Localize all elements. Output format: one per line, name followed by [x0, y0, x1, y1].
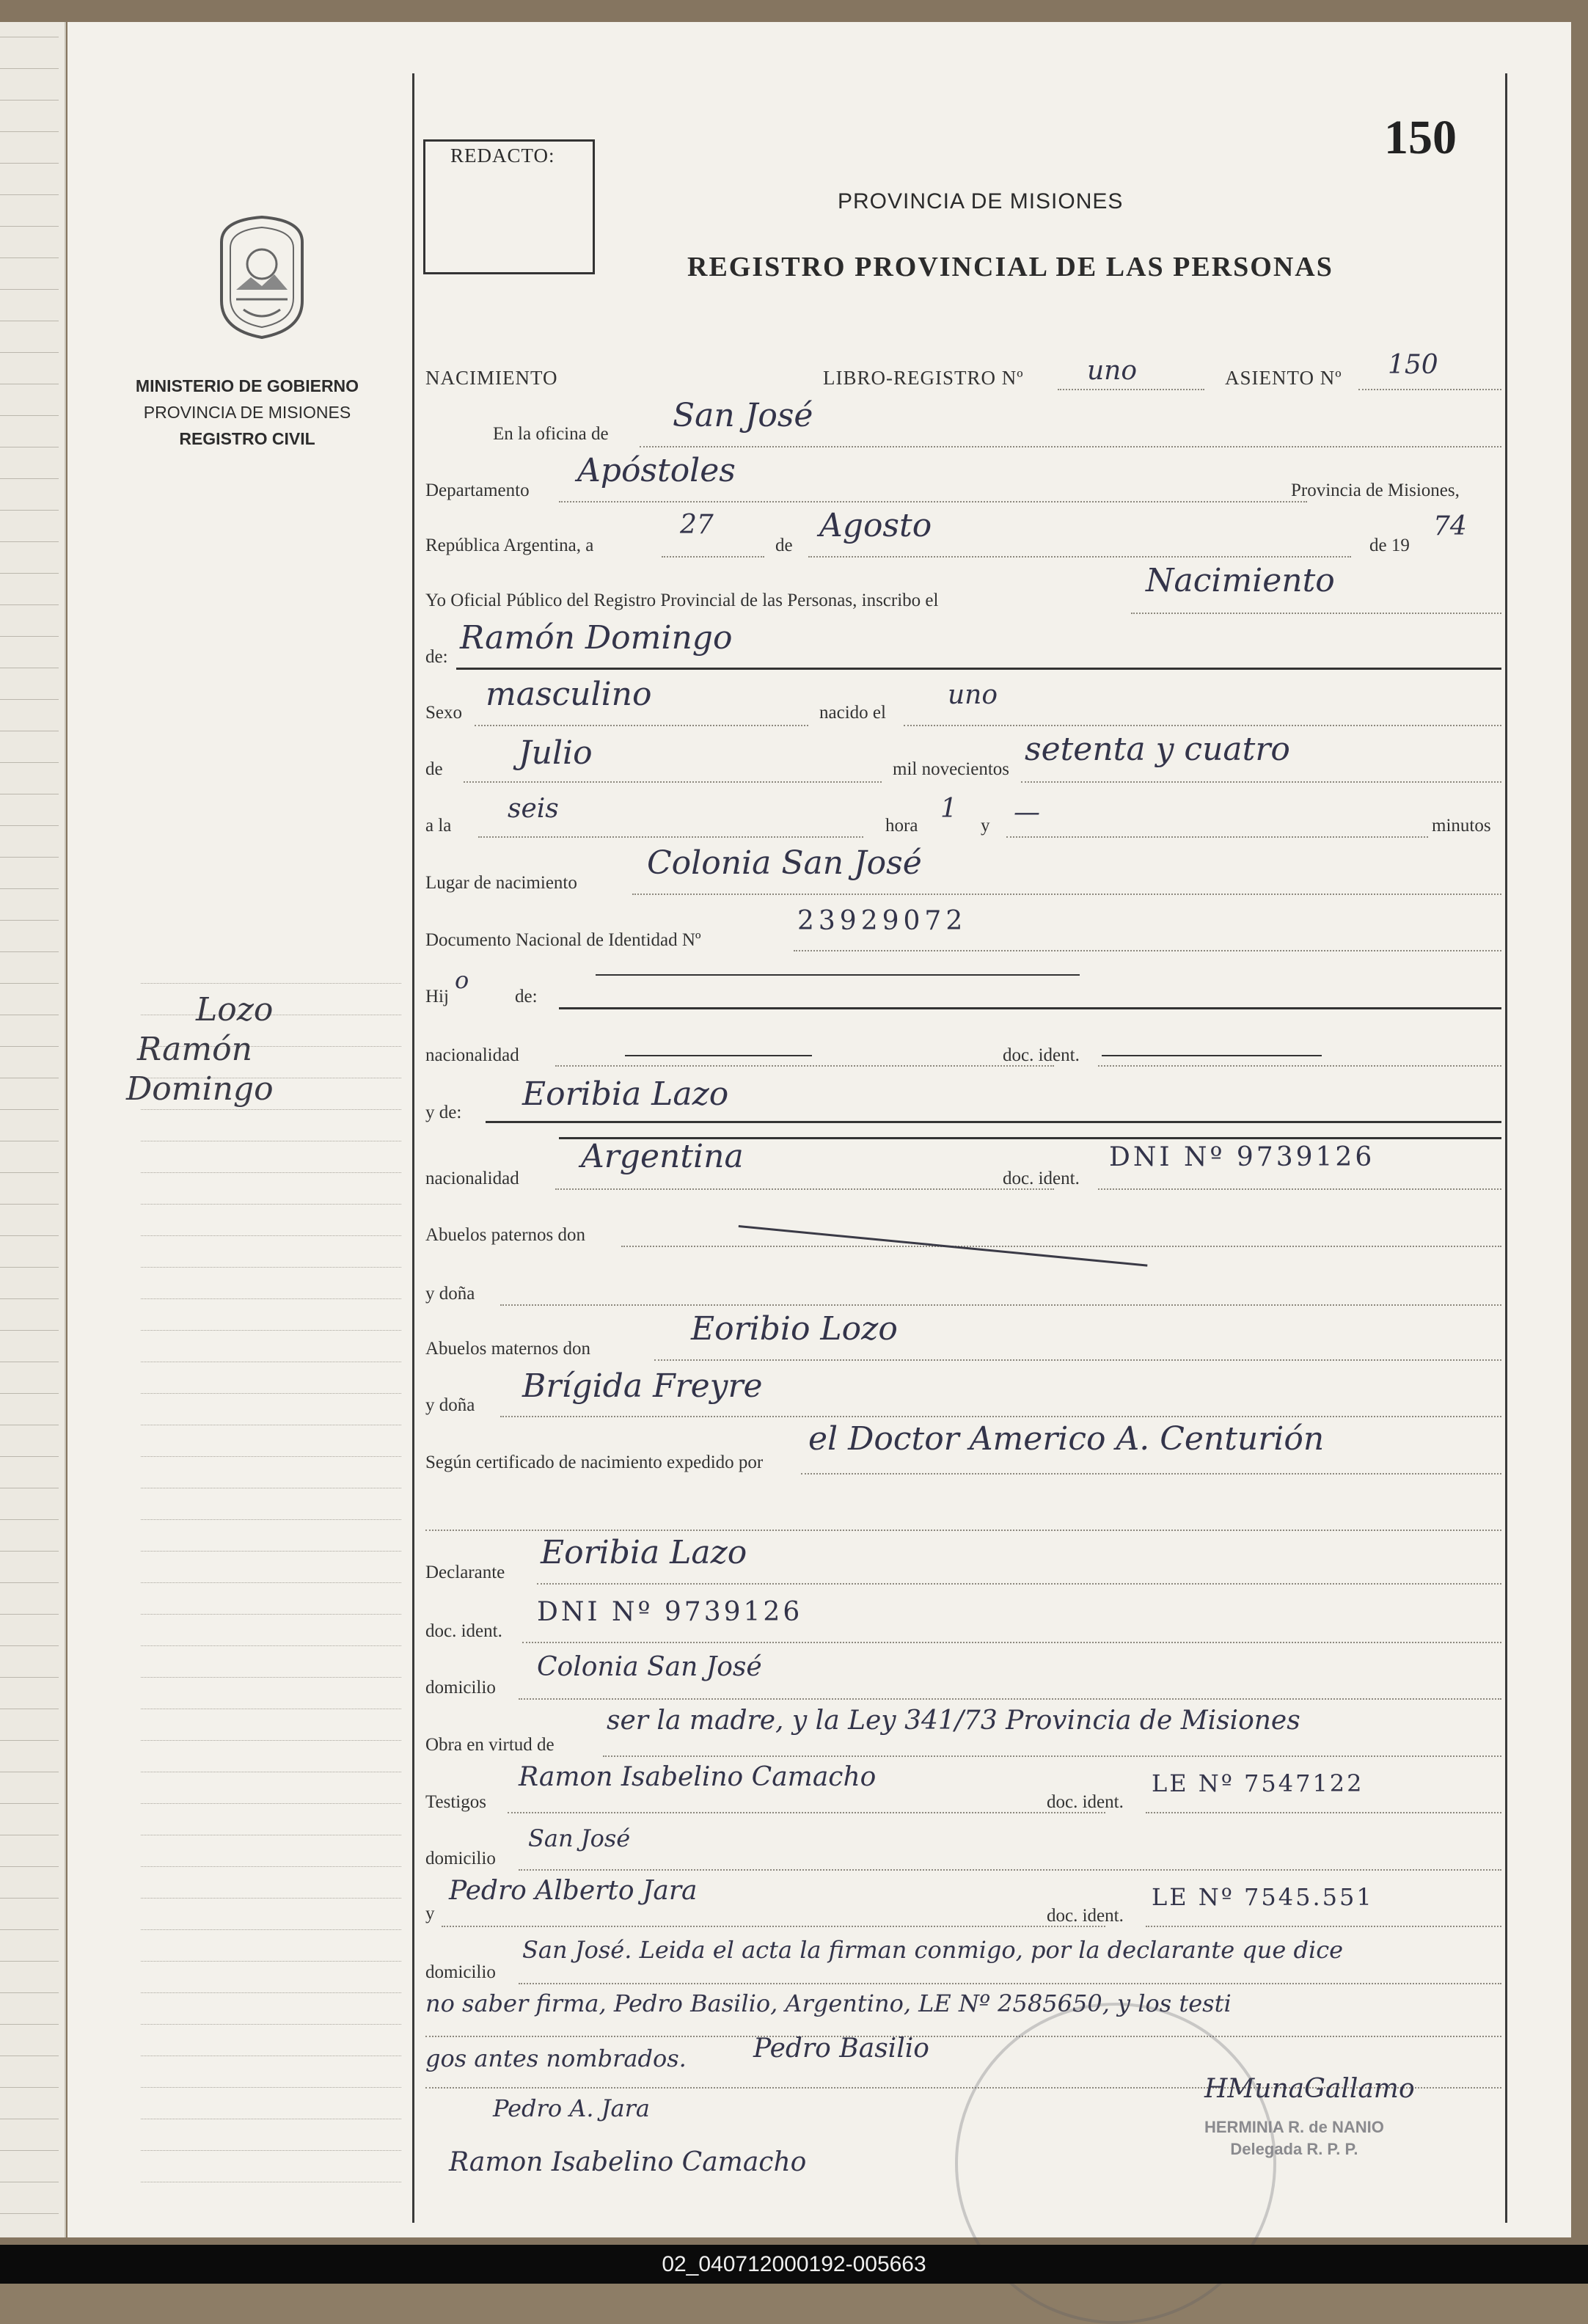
oficina-dotted-line [640, 446, 1501, 447]
margin-ruled-line [141, 1961, 401, 1962]
testigo1-doc-label: doc. ident. [1047, 1792, 1124, 1812]
departamento-label: Departamento [425, 480, 530, 500]
mes-nacimiento-value: Julio [519, 734, 593, 772]
abuela-materna-dotted-line [500, 1416, 1501, 1417]
nacionalidad-padre-dash [625, 1055, 812, 1056]
prev-page-ruled-line [0, 257, 59, 258]
prev-page-ruled-line [0, 194, 59, 195]
continuation-line-2: gos antes nombrados. [425, 2045, 687, 2072]
a-la-label: a la [425, 816, 452, 836]
sexo-dotted-line [475, 725, 808, 726]
prev-page-ruled-line [0, 920, 59, 921]
margin-ruled-line [141, 983, 401, 984]
nacimiento-label: NACIMIENTO [425, 367, 558, 389]
sexo-label: Sexo [425, 703, 462, 723]
margin-ruled-line [141, 1298, 401, 1299]
prev-page-ruled-line [0, 131, 59, 132]
declarante-dotted-line [537, 1583, 1501, 1585]
testigo2-doc-dotted-line [1146, 1926, 1501, 1927]
redacto-label: REDACTO: [450, 145, 555, 167]
anio-nacimiento-value: setenta y cuatro [1025, 731, 1290, 768]
margin-ruled-line [141, 1929, 401, 1930]
libro-value: uno [1087, 356, 1138, 386]
declarante-doc-label: doc. ident. [425, 1621, 502, 1641]
ministry-line1: MINISTERIO DE GOBIERNO [135, 376, 359, 395]
sexo-value: masculino [486, 676, 652, 713]
margin-ruled-line [141, 1393, 401, 1394]
certificado-dotted-line-2 [425, 1530, 1501, 1531]
hij-de-label: de: [515, 987, 538, 1006]
prev-page-ruled-line [0, 636, 59, 637]
testigo1-doc-dotted-line [1146, 1812, 1501, 1813]
nacido-el-label: nacido el [819, 703, 886, 723]
departamento-dotted-line [559, 501, 1307, 503]
column-divider-left [412, 73, 414, 2223]
prev-page-ruled-line [0, 2024, 59, 2025]
dni-label: Documento Nacional de Identidad Nº [425, 930, 701, 950]
anio-value: 74 [1433, 511, 1467, 541]
prev-page-ruled-line [0, 1267, 59, 1268]
departamento-value: Apóstoles [577, 452, 736, 489]
margin-ruled-line [141, 2087, 401, 2088]
margin-ruled-line [141, 2024, 401, 2025]
minutos-value: — [1014, 797, 1040, 827]
lugar-dotted-line [632, 894, 1501, 895]
hora-num-value: 1 [940, 794, 957, 824]
oficina-label: En la oficina de [493, 424, 609, 444]
prev-page-ruled-line [0, 1330, 59, 1331]
abuelos-paternos-label: Abuelos paternos don [425, 1225, 586, 1245]
nombre-underline [456, 668, 1501, 670]
margin-ruled-line [141, 1109, 401, 1110]
continuation-line-1: no saber firma, Pedro Basilio, Argentino, LE Nº 2585650, y los testi [425, 1989, 1232, 2017]
prev-page-ruled-line [0, 2150, 59, 2151]
abuelos-maternos-label: Abuelos maternos don [425, 1339, 590, 1359]
prev-page-ruled-line [0, 699, 59, 700]
hora-value: seis [508, 794, 559, 824]
testigo2-doc-label: doc. ident. [1047, 1906, 1124, 1926]
register-page [67, 22, 1571, 2237]
image-id-footer: 02_040712000192-005663 [0, 2245, 1588, 2284]
prev-page-ruled-line [0, 289, 59, 290]
abuela-paterna-dotted-line [500, 1304, 1501, 1306]
segun-certificado-label: Según certificado de nacimiento expedido por [425, 1452, 764, 1472]
asiento-dotted-line [1358, 389, 1501, 390]
continuation-dotted-line-1 [425, 2036, 1501, 2037]
prev-page-ruled-line [0, 888, 59, 889]
prev-page-ruled-line [0, 1740, 59, 1741]
margin-annotation [126, 990, 405, 1109]
declarante-doc-dotted-line [522, 1642, 1501, 1643]
prev-page-ruled-line [0, 415, 59, 416]
prev-page-ruled-line [0, 352, 59, 353]
official-name-stamp [1204, 2116, 1384, 2160]
prev-page-ruled-line [0, 1235, 59, 1236]
doc-madre-dotted-line [1098, 1188, 1501, 1190]
margin-ruled-line [141, 1614, 401, 1615]
de-19-label: de 19 [1369, 536, 1410, 555]
yo-oficial-label: Yo Oficial Público del Registro Provincial de las Personas, inscribo el [425, 591, 939, 610]
asiento-label: ASIENTO Nº [1225, 367, 1342, 389]
provincia-misiones-label: Provincia de Misiones, [1291, 480, 1460, 500]
prev-page-ruled-line [0, 1803, 59, 1804]
hora-dotted-line [478, 836, 863, 838]
abuelo-materno-dotted-line [654, 1359, 1501, 1361]
testigo2-y-label: y [425, 1904, 435, 1923]
prev-page-ruled-line [0, 100, 59, 101]
declarante-value: Eoribia Lazo [541, 1534, 747, 1571]
certificado-value: el Doctor Americo A. Centurión [808, 1420, 1325, 1458]
margin-ruled-line [141, 1456, 401, 1457]
declarante-label: Declarante [425, 1563, 505, 1582]
testigo1-domicilio-value: San José [528, 1824, 631, 1852]
oficina-value: San José [673, 397, 813, 434]
nacionalidad-padre-label: nacionalidad [425, 1045, 519, 1065]
prev-page-ruled-line [0, 951, 59, 952]
declarante-domicilio-label: domicilio [425, 1678, 496, 1698]
nombre-value: Ramón Domingo [460, 619, 733, 657]
y-dona-materna-label: y doña [425, 1395, 475, 1415]
mes-nac-dotted-line [464, 781, 882, 783]
margin-ruled-line [141, 1740, 401, 1741]
left-margin-column [67, 22, 412, 2237]
hora-label: hora [885, 816, 918, 836]
redacto-box [423, 139, 595, 274]
prev-page-ruled-line [0, 1961, 59, 1962]
prev-page-ruled-line [0, 1898, 59, 1899]
asiento-value: 150 [1388, 350, 1438, 380]
prev-page-ruled-line [0, 1298, 59, 1299]
testigo1-domicilio-dotted-line [519, 1869, 1501, 1871]
margin-ruled-line [141, 1992, 401, 1993]
mes-dotted-line [808, 556, 1351, 558]
prev-page-ruled-line [0, 1204, 59, 1205]
prev-page-ruled-line [0, 478, 59, 479]
testigo1-value: Ramon Isabelino Camacho [519, 1762, 877, 1792]
dia-value: 27 [680, 510, 714, 540]
obra-en-virtud-label: Obra en virtud de [425, 1735, 555, 1755]
prev-page-ruled-line [0, 2087, 59, 2088]
doc-ident-padre-label: doc. ident. [1003, 1045, 1080, 1065]
prev-page-ruled-line [0, 1582, 59, 1583]
certificado-dotted-line [801, 1473, 1501, 1475]
province-header: PROVINCIA DE MISIONES [838, 189, 1124, 213]
testigo2-domicilio-dotted-line [519, 1983, 1501, 1984]
testigo2-domicilio-value: San José. Leida el acta la firman conmigo, por la declarante que dice [522, 1936, 1344, 1964]
de-label-1: de [775, 536, 793, 555]
prev-page-ruled-line [0, 1677, 59, 1678]
prev-page-ruled-line [0, 983, 59, 984]
margin-ruled-line [141, 1267, 401, 1268]
prev-page-ruled-line [0, 2213, 59, 2214]
page-title: REGISTRO PROVINCIAL DE LAS PERSONAS [687, 252, 1333, 282]
nacido-dotted-line [904, 725, 1501, 726]
previous-page-edge [0, 22, 66, 2237]
doc-padre-dotted-line [1098, 1065, 1501, 1067]
ministry-line2: PROVINCIA DE MISIONES [143, 403, 351, 422]
margin-ruled-line [141, 1898, 401, 1899]
padre-underline [559, 1007, 1501, 1009]
page-number: 150 [1384, 111, 1457, 164]
nacionalidad-madre-dotted-line [555, 1188, 1054, 1190]
margin-ruled-line [141, 1803, 401, 1804]
margin-ruled-line [141, 1551, 401, 1552]
abuelo-paterno-dotted-line [621, 1246, 1501, 1247]
prev-page-ruled-line [0, 1046, 59, 1047]
margin-note-line3: Domingo [126, 1070, 274, 1108]
anio-nac-dotted-line [1021, 781, 1501, 783]
margin-note-line1: Lozo [196, 991, 274, 1028]
lugar-label: Lugar de nacimiento [425, 873, 577, 893]
ministry-line3: REGISTRO CIVIL [179, 429, 315, 448]
dni-dotted-line [794, 950, 1501, 951]
y-label: y [981, 816, 990, 836]
prev-page-ruled-line [0, 604, 59, 605]
signature-a-ruego: Pedro Basilio [753, 2034, 929, 2064]
margin-ruled-line [141, 2150, 401, 2151]
hij-label: Hij [425, 987, 449, 1006]
minutos-dotted-line [1006, 836, 1428, 838]
margin-ruled-line [141, 1677, 401, 1678]
y-dona-paterna-label: y doña [425, 1284, 475, 1304]
prev-page-ruled-line [0, 1992, 59, 1993]
prev-page-ruled-line [0, 1109, 59, 1110]
margin-ruled-line [141, 1330, 401, 1331]
de-label-2: de [425, 759, 443, 779]
prev-page-ruled-line [0, 1519, 59, 1520]
prev-page-ruled-line [0, 541, 59, 542]
prev-page-ruled-line [0, 573, 59, 574]
prev-page-ruled-line [0, 163, 59, 164]
prev-page-ruled-line [0, 68, 59, 69]
nacionalidad-madre-label: nacionalidad [425, 1169, 519, 1188]
obra-dotted-line [603, 1755, 1501, 1757]
prev-page-ruled-line [0, 1645, 59, 1646]
prev-page-ruled-line [0, 1551, 59, 1552]
testigo2-dotted-line [442, 1926, 1105, 1927]
dni-value: 23929072 [797, 906, 967, 936]
inscribo-value: Nacimiento [1146, 562, 1335, 599]
margin-ruled-line [141, 1204, 401, 1205]
nacido-value: uno [948, 680, 998, 710]
ministry-heading [111, 373, 383, 452]
nacionalidad-padre-dotted-line [555, 1065, 1054, 1067]
stamp-name: HERMINIA R. de NANIO [1204, 2118, 1384, 2136]
abuela-materna-value: Brígida Freyre [522, 1367, 763, 1405]
margin-ruled-line [141, 1582, 401, 1583]
signature-oficial: HMunaGallamo [1204, 2074, 1415, 2104]
de-nombre-label: de: [425, 647, 448, 667]
madre-nacionalidad-value: Argentina [581, 1138, 744, 1175]
inscribo-dotted-line [1131, 613, 1501, 614]
margin-note-line2: Ramón [137, 1031, 252, 1068]
margin-ruled-line [141, 1235, 401, 1236]
testigo2-doc-value: LE Nº 7545.551 [1152, 1883, 1374, 1911]
dia-dotted-line [662, 556, 764, 558]
prev-page-ruled-line [0, 226, 59, 227]
prev-page-ruled-line [0, 1456, 59, 1457]
prev-page-ruled-line [0, 1393, 59, 1394]
mes-value: Agosto [819, 507, 932, 544]
minutos-label: minutos [1432, 816, 1491, 836]
prev-page-ruled-line [0, 762, 59, 763]
testigo1-doc-value: LE Nº 7547122 [1152, 1769, 1364, 1797]
doc-ident-madre-label: doc. ident. [1003, 1169, 1080, 1188]
mil-novecientos-label: mil novecientos [893, 759, 1009, 779]
y-de-label: y de: [425, 1103, 462, 1122]
prev-page-ruled-line [0, 1866, 59, 1867]
testigos-label: Testigos [425, 1792, 486, 1812]
margin-ruled-line [141, 1172, 401, 1173]
madre-doc-value: DNI Nº 9739126 [1109, 1142, 1375, 1172]
testigo2-value: Pedro Alberto Jara [449, 1876, 698, 1906]
testigo2-domicilio-label: domicilio [425, 1962, 496, 1982]
republica-label: República Argentina, a [425, 536, 594, 555]
column-divider-right [1505, 73, 1507, 2223]
stamp-role: Delegada R. P. P. [1230, 2140, 1358, 2158]
signature-testigo1: Ramon Isabelino Camacho [449, 2147, 807, 2177]
declarante-doc-value: DNI Nº 9739126 [537, 1597, 803, 1627]
prev-page-ruled-line [0, 857, 59, 858]
declarante-domicilio-value: Colonia San José [537, 1652, 762, 1682]
libro-registro-label: LIBRO-REGISTRO Nº [823, 367, 1024, 389]
doc-padre-dash [1102, 1055, 1322, 1056]
margin-ruled-line [141, 1866, 401, 1867]
prev-page-ruled-line [0, 1614, 59, 1615]
declarante-domicilio-dotted-line [519, 1698, 1501, 1700]
provincial-seal-icon [214, 213, 310, 341]
margin-ruled-line [141, 1645, 401, 1646]
obra-value: ser la madre, y la Ley 341/73 Provincia de Misiones [607, 1706, 1300, 1736]
madre-value: Eoribia Lazo [522, 1075, 729, 1113]
abuelo-materno-value: Eoribio Lozo [691, 1310, 898, 1348]
margin-ruled-line [141, 1519, 401, 1520]
prev-page-ruled-line [0, 510, 59, 511]
libro-dotted-line [1058, 389, 1204, 390]
prev-page-ruled-line [0, 1172, 59, 1173]
madre-underline [486, 1121, 1501, 1123]
hij-suffix-value: o [455, 966, 469, 994]
testigo1-domicilio-label: domicilio [425, 1849, 496, 1868]
lugar-value: Colonia San José [647, 844, 922, 882]
signature-testigo2: Pedro A. Jara [493, 2094, 650, 2122]
prev-page-ruled-line [0, 825, 59, 826]
padre-dash [596, 974, 1080, 976]
testigo1-dotted-line [508, 1812, 1105, 1813]
prev-page-ruled-line [0, 1929, 59, 1930]
